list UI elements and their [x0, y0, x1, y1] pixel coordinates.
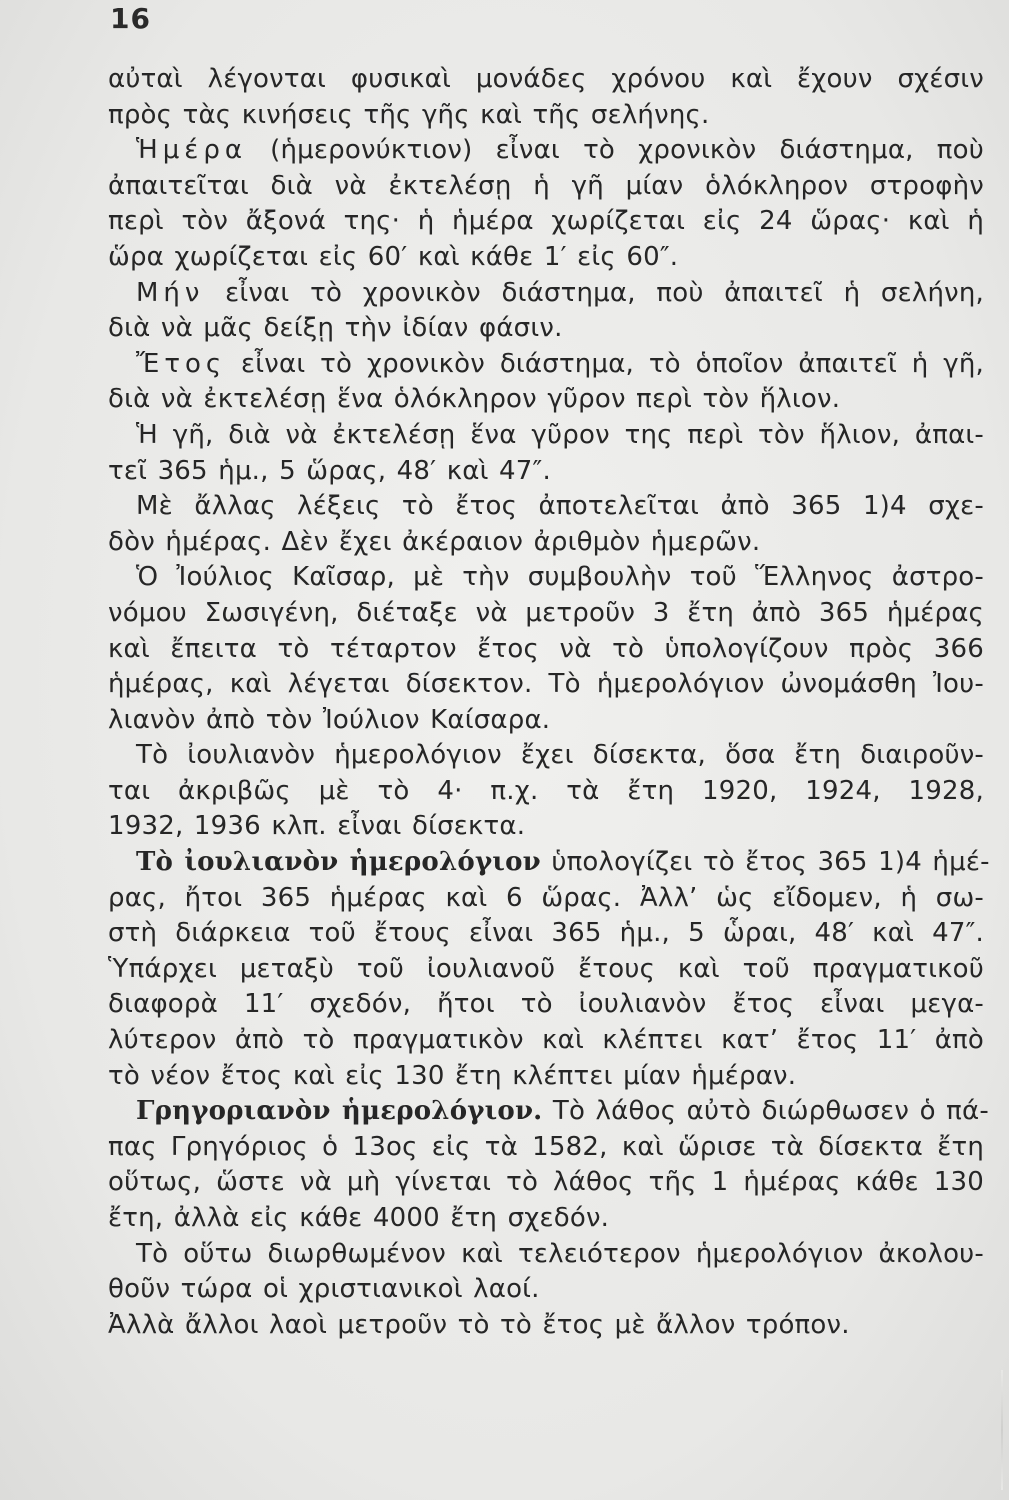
- bold-heading-term: Γρηγοριανὸν ἡμερολόγιον.: [136, 1096, 543, 1127]
- page-number: 16: [110, 2, 151, 35]
- spaced-heading-term: Ἡμέρα: [136, 135, 247, 166]
- text-line: [108, 489, 984, 525]
- line-text: ται ἀκριβῶς μὲ τὸ 4· π.χ. τὰ ἔτη 1920, 1924, 1928,: [108, 775, 984, 806]
- line-text: εἶναι τὸ χρονικὸν διάστημα, τὸ ὁποῖον ἀπαιτεῖ ἡ γῆ,: [226, 348, 984, 379]
- line-text: ἀπαιτεῖται διὰ νὰ ἐκτελέσῃ ἡ γῆ μίαν ὁλόκληρον στροφὴν: [108, 170, 984, 201]
- line-text: δὸν ἡμέρας. Δὲν ἔχει ἀκέραιον ἀριθμὸν ἡμερῶν.: [108, 526, 761, 557]
- text-line: [108, 845, 990, 881]
- line-text: Τὸ ἰουλιανὸν ἡμερολόγιον ἔχει δίσεκτα, ὅσα ἔτη διαιροῦν-: [136, 740, 984, 771]
- page-edge-shadow: [1001, 1370, 1003, 1490]
- text-line: [108, 98, 984, 134]
- text-line: [108, 667, 984, 703]
- text-line: [108, 881, 984, 917]
- text-line: [108, 62, 984, 98]
- line-text: Τὸ λάθος αὐτὸ διώρθωσεν ὁ πά-: [542, 1096, 989, 1127]
- text-line: [108, 418, 984, 454]
- bold-heading-term: Τὸ ἰουλιανὸν ἡμερολόγιον: [136, 847, 541, 878]
- text-line: [108, 916, 984, 952]
- line-text: (ἡμερονύκτιον) εἶναι τὸ χρονικὸν διάστημα, ποὺ: [246, 135, 984, 166]
- text-line: [108, 1130, 984, 1166]
- text-line: [108, 738, 984, 774]
- line-text: ὥρα χωρίζεται εἰς 60′ καὶ κάθε 1′ εἰς 60″.: [108, 241, 679, 272]
- text-line: [108, 382, 984, 418]
- line-text: διαφορὰ 11′ σχεδόν, ἤτοι τὸ ἰουλιανὸν ἔτος εἶναι μεγα-: [108, 989, 984, 1020]
- line-text: διὰ νὰ μᾶς δείξῃ τὴν ἰδίαν φάσιν.: [108, 313, 563, 344]
- line-text: Ὁ Ἰούλιος Καῖσαρ, μὲ τὴν συμβουλὴν τοῦ Ἕλληνος ἀστρο-: [136, 562, 984, 593]
- text-line: [108, 204, 984, 240]
- line-text: λιανὸν ἀπὸ τὸν Ἰούλιον Καίσαρα.: [108, 704, 551, 735]
- text-line: [108, 525, 984, 561]
- line-text: πας Γρηγόριος ὁ 13ος εἰς τὰ 1582, καὶ ὥρισε τὰ δίσεκτα ἔτη: [108, 1131, 984, 1162]
- text-line: [108, 240, 984, 276]
- text-line: [108, 987, 984, 1023]
- line-text: οὕτως, ὥστε νὰ μὴ γίνεται τὸ λάθος τῆς 1 ἡμέρας κάθε 130: [108, 1167, 984, 1198]
- text-line: [108, 1094, 989, 1130]
- line-text: Μὲ ἄλλας λέξεις τὸ ἔτος ἀποτελεῖται ἀπὸ 365 1)4 σχε-: [136, 491, 984, 522]
- text-line: [108, 1165, 984, 1201]
- line-text: 1932, 1936 κλπ. εἶναι δίσεκτα.: [108, 811, 526, 842]
- text-line: [108, 1059, 984, 1095]
- line-text: λύτερον ἀπὸ τὸ πραγματικὸν καὶ κλέπτει κατ’ ἔτος 11′ ἀπὸ: [108, 1025, 984, 1056]
- line-text: ἡμέρας, καὶ λέγεται δίσεκτον. Τὸ ἡμερολόγιον ὠνομάσθη Ἰου-: [108, 669, 984, 700]
- line-text: περὶ τὸν ἄξονά της· ἡ ἡμέρα χωρίζεται εἰς 24 ὥρας· καὶ ἡ: [108, 206, 984, 237]
- line-text: τὸ νέον ἔτος καὶ εἰς 130 ἔτη κλέπτει μίαν ἡμέραν.: [108, 1060, 797, 1091]
- line-text: Τὸ οὕτω διωρθωμένον καὶ τελειότερον ἡμερολόγιον ἀκολου-: [136, 1238, 984, 1269]
- line-text: ὑπολογίζει τὸ ἔτος 365 1)4 ἡμέ-: [540, 847, 990, 878]
- text-line: [108, 703, 984, 739]
- text-line: [108, 347, 984, 383]
- line-text: θοῦν τώρα οἱ χριστιανικοὶ λαοί.: [108, 1274, 540, 1305]
- line-text: αὐταὶ λέγονται φυσικαὶ μονάδες χρόνου καὶ ἔχουν σχέσιν: [108, 64, 984, 94]
- line-text: πρὸς τὰς κινήσεις τῆς γῆς καὶ τῆς σελήνης.: [108, 99, 710, 130]
- line-text: ἔτη, ἀλλὰ εἰς κάθε 4000 ἔτη σχεδόν.: [108, 1203, 610, 1233]
- text-line: [108, 1201, 984, 1237]
- text-line: [108, 596, 984, 632]
- text-line: [108, 809, 984, 845]
- spaced-heading-term: Ἔτος: [136, 348, 227, 379]
- line-text: ρας, ἤτοι 365 ἡμέρας καὶ 6 ὥρας. Ἀλλ’ ὡς εἴδομεν, ἡ σω-: [108, 882, 984, 913]
- line-text: εἶναι τὸ χρονικὸν διάστημα, ποὺ ἀπαιτεῖ ἡ σελήνη,: [204, 277, 984, 308]
- text-line: [108, 311, 984, 347]
- line-text: Ὑπάρχει μεταξὺ τοῦ ἰουλιανοῦ ἔτους καὶ τοῦ πραγματικοῦ: [108, 953, 984, 984]
- text-line: [108, 774, 984, 810]
- line-text: Ἡ γῆ, διὰ νὰ ἐκτελέσῃ ἕνα γῦρον της περὶ τὸν ἥλιον, ἀπαι-: [136, 419, 984, 450]
- line-text: διὰ νὰ ἐκτελέσῃ ἕνα ὁλόκληρον γῦρον περὶ τὸν ἥλιον.: [108, 384, 841, 415]
- line-text: στὴ διάρκεια τοῦ ἔτους εἶναι 365 ἡμ., 5 ὧραι, 48′ καὶ 47″.: [108, 918, 984, 949]
- text-line: [108, 560, 984, 596]
- text-line: [108, 169, 984, 205]
- text-line: [108, 1272, 984, 1308]
- text-line: [108, 454, 984, 490]
- text-line: [108, 1023, 984, 1059]
- line-text: καὶ ἔπειτα τὸ τέταρτον ἔτος νὰ τὸ ὑπολογίζουν πρὸς 366: [108, 633, 984, 664]
- line-text: Ἀλλὰ ἄλλοι λαοὶ μετροῦν τὸ τὸ ἔτος μὲ ἄλλον τρόπον.: [108, 1309, 850, 1340]
- text-line: [108, 276, 984, 312]
- text-line: [108, 632, 984, 668]
- spaced-heading-term: Μήν: [136, 277, 205, 308]
- text-line: [108, 952, 984, 988]
- text-line: [108, 1237, 984, 1273]
- text-line: [108, 133, 984, 169]
- text-line: [108, 1308, 984, 1344]
- line-text: τεῖ 365 ἡμ., 5 ὥρας, 48′ καὶ 47″.: [108, 455, 551, 486]
- line-text: νόμου Σωσιγένη, διέταξε νὰ μετροῦν 3 ἔτη ἀπὸ 365 ἡμέρας: [108, 597, 984, 628]
- body-text: [108, 62, 990, 1343]
